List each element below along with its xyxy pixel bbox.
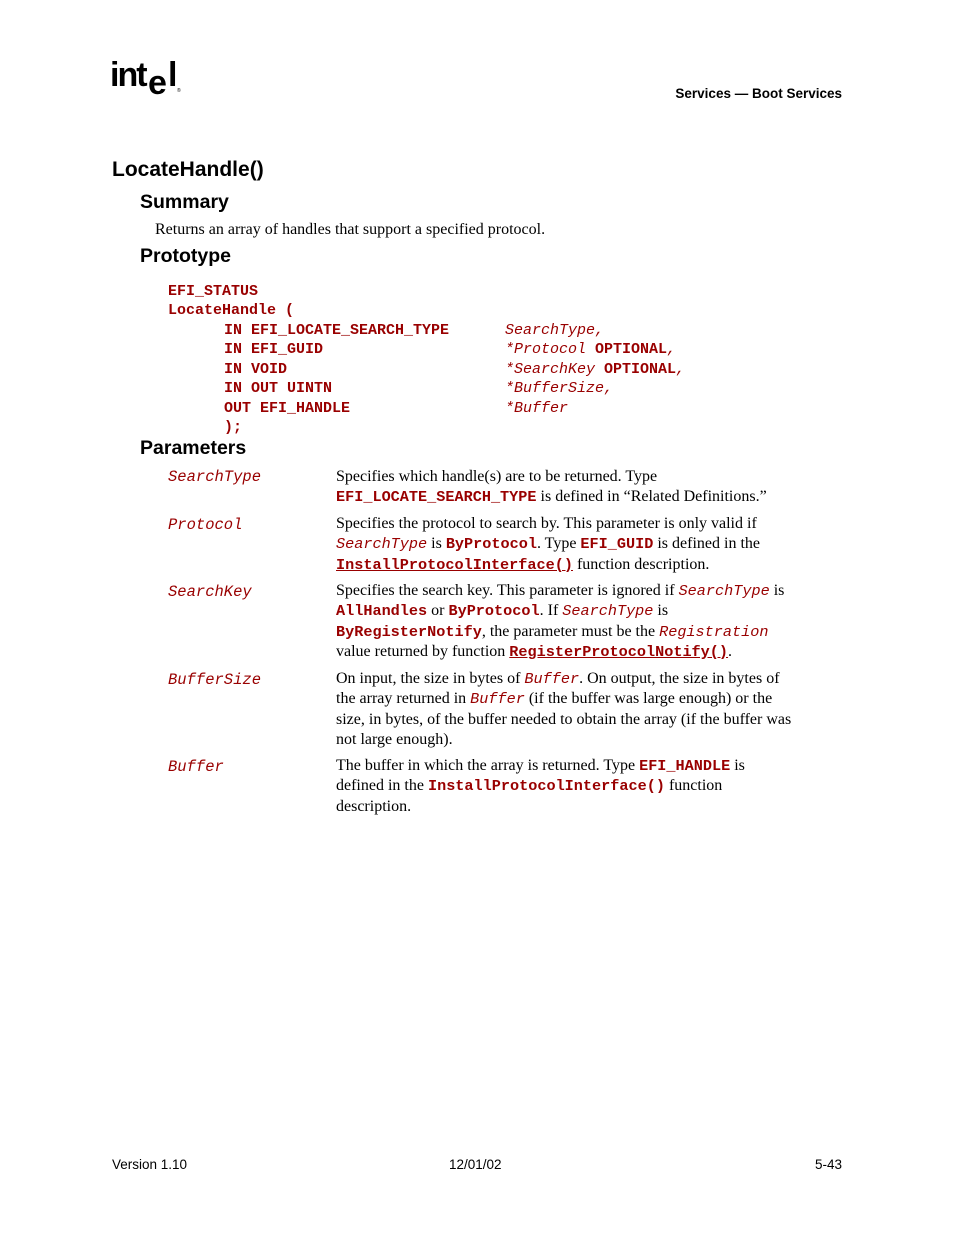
svg-text:l: l xyxy=(168,56,178,94)
code-arg-name: SearchType, xyxy=(505,322,605,339)
summary-heading: Summary xyxy=(140,191,229,213)
param-name: Buffer xyxy=(168,758,224,776)
code-arg-name: *BufferSize, xyxy=(505,380,614,397)
parameters-heading: Parameters xyxy=(140,437,247,459)
footer-version: Version 1.10 xyxy=(112,1157,188,1172)
page-title: LocateHandle() xyxy=(112,158,264,181)
header-section-title: Services — Boot Services xyxy=(675,86,842,101)
svg-text:®: ® xyxy=(177,88,181,94)
code-return-type: EFI_STATUS xyxy=(168,283,259,300)
param-name: BufferSize xyxy=(168,671,262,689)
prototype-heading: Prototype xyxy=(140,245,232,267)
code-arg-name: *Buffer xyxy=(505,400,569,417)
code-arg-decl: IN OUT UINTN xyxy=(224,380,333,397)
param-description: Specifies the search key. This parameter is ignored if SearchType is AllHandles or ByProtocol. If SearchType is ByRegisterNotify, the parameter must be the Registration value returned by function RegisterProtocolNotify(). xyxy=(336,582,785,661)
footer-page-number: 5-43 xyxy=(814,1157,842,1172)
param-description: The buffer in which the array is returned. Type EFI_HANDLE is defined in the InstallProtocolInterface() function description. xyxy=(336,757,745,815)
svg-text:e: e xyxy=(148,64,167,102)
code-arg-name: *Protocol OPTIONAL, xyxy=(505,341,677,358)
code-arg-decl: OUT EFI_HANDLE xyxy=(224,400,351,417)
param-description: On input, the size in bytes of Buffer. On output, the size in bytes of the array returned in Buffer (if the buffer was large enough) or the size, in bytes, of the buffer needed to obtain the array (if the buffer was not large enough). xyxy=(336,670,792,748)
param-name: SearchKey xyxy=(168,583,252,601)
param-name: Protocol xyxy=(168,516,243,534)
summary-text: Returns an array of handles that support a specified protocol. xyxy=(155,221,546,238)
param-description: Specifies the protocol to search by. This parameter is only valid if SearchType is ByProtocol. Type EFI_GUID is defined in the InstallProtocolInterface() function description. xyxy=(336,515,760,574)
install-protocol-interface-link[interactable]: InstallProtocolInterface() xyxy=(336,555,573,574)
code-arg-decl: IN EFI_GUID xyxy=(224,341,324,358)
code-close: ); xyxy=(224,419,243,436)
param-description: Specifies which handle(s) are to be returned. Type EFI_LOCATE_SEARCH_TYPE is defined in “Related Definitions.” xyxy=(336,468,767,507)
code-arg-decl: IN EFI_LOCATE_SEARCH_TYPE xyxy=(224,322,450,339)
code-arg-name: *SearchKey OPTIONAL, xyxy=(505,361,686,378)
intel-logo xyxy=(108,56,186,102)
code-arg-decl: IN VOID xyxy=(224,361,288,378)
register-protocol-notify-link[interactable]: RegisterProtocolNotify() xyxy=(509,642,729,661)
install-protocol-interface-ref[interactable]: InstallProtocolInterface() xyxy=(427,777,665,796)
svg-text:int: int xyxy=(110,56,146,94)
code-function-open: LocateHandle ( xyxy=(168,302,295,319)
footer-date: 12/01/02 xyxy=(449,1157,502,1172)
param-name: SearchType xyxy=(168,468,262,486)
